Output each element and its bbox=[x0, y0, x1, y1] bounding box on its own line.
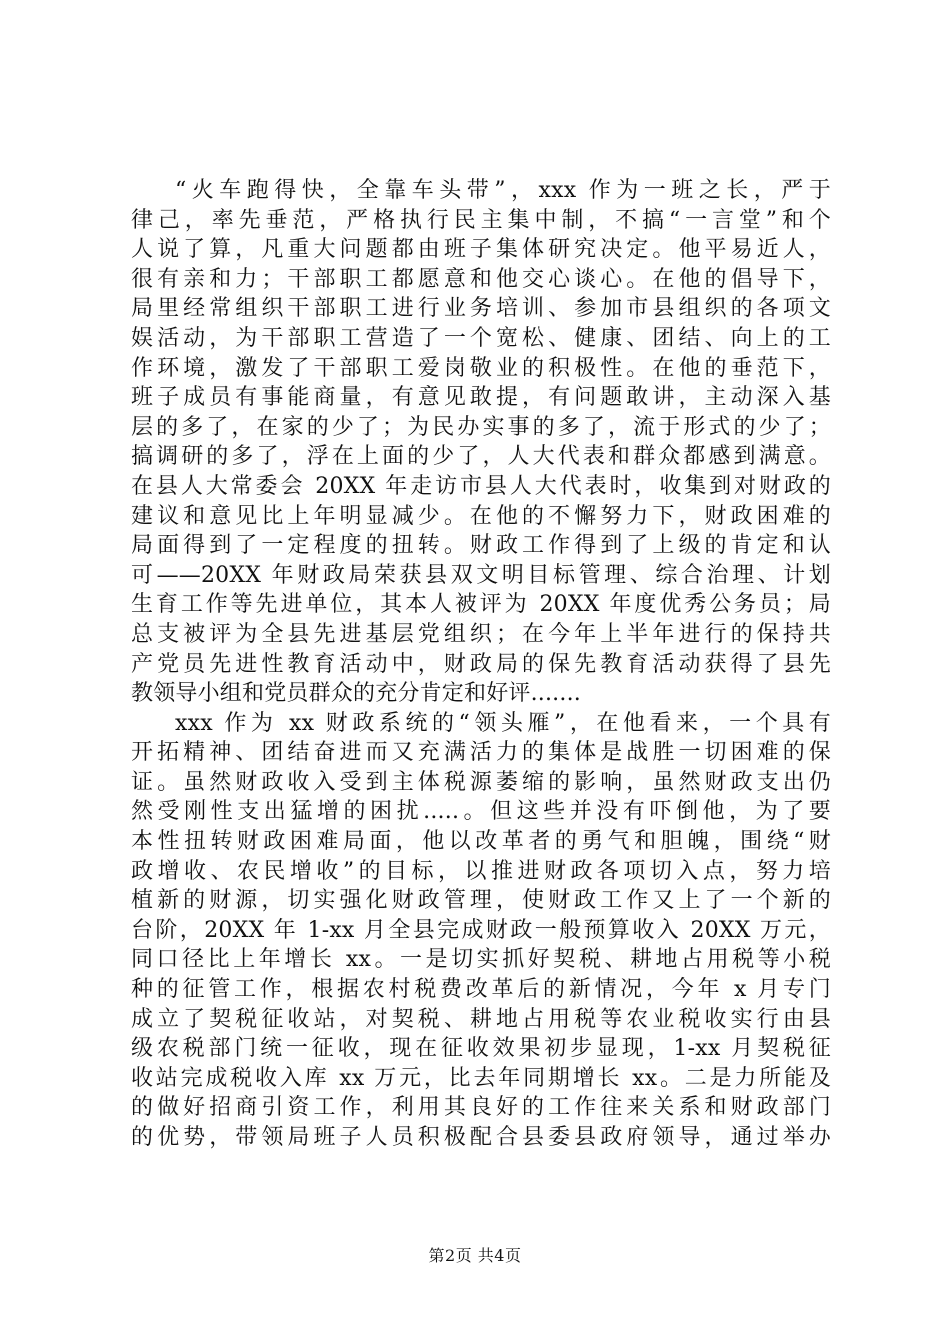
paragraph-1 bbox=[131, 176, 831, 709]
text-line: 政增收、农民增收”的目标，以推进财政各项切入点，努力培 bbox=[131, 858, 831, 884]
text-line: 作环境，激发了干部职工爱岗敬业的积极性。在他的垂范下， bbox=[131, 355, 831, 381]
text-line: 台阶，20XX 年 1-xx 月全县完成财政一般预算收入 20XX 万元， bbox=[131, 917, 831, 943]
text-line: 级农税部门统一征收，现在征收效果初步显现，1-xx 月契税征 bbox=[131, 1036, 831, 1062]
text-line: 教领导小组和党员群众的充分肯定和好评....... bbox=[131, 681, 581, 707]
page-footer: 第2页 共4页 bbox=[428, 1246, 522, 1265]
text-line: 本性扭转财政困难局面，他以改革者的勇气和胆魄，围绕“财 bbox=[131, 829, 831, 855]
text-line: 产党员先进性教育活动中，财政局的保先教育活动获得了县先 bbox=[131, 651, 831, 677]
paragraph-2 bbox=[131, 709, 831, 1153]
body-text bbox=[131, 176, 831, 1153]
text-line: 收站完成税收入库 xx 万元，比去年同期增长 xx。二是力所能及 bbox=[131, 1065, 831, 1091]
text-line: 生育工作等先进单位，其本人被评为 20XX 年度优秀公务员；局 bbox=[131, 592, 831, 618]
text-line: 层的多了，在家的少了；为民办实事的多了，流于形式的少了； bbox=[131, 414, 831, 440]
text-line: 在县人大常委会 20XX 年走访市县人大代表时，收集到对财政的 bbox=[131, 473, 831, 499]
text-line: 律己，率先垂范，严格执行民主集中制，不搞“一言堂”和个 bbox=[131, 207, 831, 233]
text-line: 搞调研的多了，浮在上面的少了，人大代表和群众都感到满意。 bbox=[131, 444, 831, 470]
text-line: 局里经常组织干部职工进行业务培训、参加市县组织的各项文 bbox=[131, 296, 831, 322]
text-line: 开拓精神、团结奋进而又充满活力的集体是战胜一切困难的保 bbox=[131, 740, 831, 766]
text-line: “火车跑得快，全靠车头带”，xxx 作为一班之长，严于 bbox=[175, 178, 831, 203]
text-line: 植新的财源，切实强化财政管理，使财政工作又上了一个新的 bbox=[131, 888, 831, 914]
text-line: 的做好招商引资工作，利用其良好的工作往来关系和财政部门 bbox=[131, 1095, 831, 1121]
text-line: xxx 作为 xx 财政系统的“领头雁”，在他看来，一个具有 bbox=[175, 710, 831, 736]
text-line: 很有亲和力；干部职工都愿意和他交心谈心。在他的倡导下， bbox=[131, 266, 831, 292]
text-line: 娱活动，为干部职工营造了一个宽松、健康、团结、向上的工 bbox=[131, 325, 831, 351]
text-line: 可——20XX 年财政局荣获县双文明目标管理、综合治理、计划 bbox=[131, 562, 831, 588]
text-line: 证。虽然财政收入受到主体税源萎缩的影响，虽然财政支出仍 bbox=[131, 769, 831, 795]
text-line: 建议和意见比上年明显减少。在他的不懈努力下，财政困难的 bbox=[131, 503, 831, 529]
text-line: 班子成员有事能商量，有意见敢提，有问题敢讲，主动深入基 bbox=[131, 385, 831, 411]
text-line: 的优势，带领局班子人员积极配合县委县政府领导，通过举办 bbox=[131, 1125, 831, 1150]
text-line: 成立了契税征收站，对契税、耕地占用税等农业税收实行由县 bbox=[131, 1006, 831, 1032]
text-line: 总支被评为全县先进基层党组织；在今年上半年进行的保持共 bbox=[131, 621, 831, 647]
text-line: 人说了算，凡重大问题都由班子集体研究决定。他平易近人， bbox=[131, 237, 831, 263]
text-line: 然受刚性支出猛增的困扰.....。但这些并没有吓倒他，为了要 bbox=[131, 799, 831, 825]
text-line: 种的征管工作，根据农村税费改革后的新情况，今年 x 月专门 bbox=[131, 977, 831, 1003]
text-line: 同口径比上年增长 xx。一是切实抓好契税、耕地占用税等小税 bbox=[131, 947, 831, 973]
text-line: 局面得到了一定程度的扭转。财政工作得到了上级的肯定和认 bbox=[131, 533, 831, 559]
